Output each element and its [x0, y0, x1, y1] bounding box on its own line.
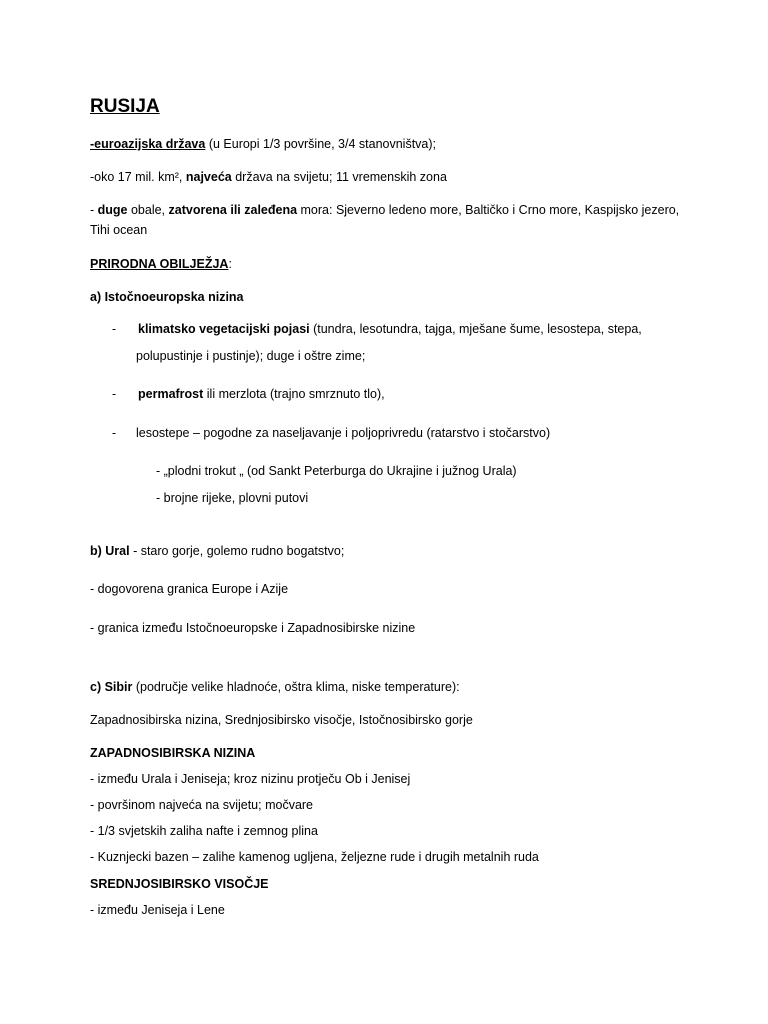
- list-item: - površinom najveća na svijetu; močvare: [90, 798, 314, 812]
- sub-item-2: - brojne rijeke, plovni putovi: [156, 491, 309, 505]
- list-item: - između Urala i Jeniseja; kroz nizinu protječu Ob i Jenisej: [90, 772, 411, 786]
- intro-term: najveća: [185, 170, 232, 184]
- section-heading-rest: - staro gorje, golemo rudno bogatstvo;: [129, 544, 345, 558]
- list-item: - 1/3 svjetskih zaliha nafte i zemnog plina: [90, 824, 318, 838]
- subsection-heading-srednjosibirsko: SREDNJOSIBIRSKO VISOČJE: [90, 877, 269, 891]
- intro-text: država na svijetu; 11 vremenskih zona: [231, 170, 447, 184]
- section-heading-rest: (područje velike hladnoće, oštra klima, niske temperature):: [132, 680, 460, 694]
- intro-text: obale,: [127, 203, 169, 217]
- intro-term: -euroazijska država: [90, 137, 206, 151]
- intro-line-2: [90, 169, 447, 185]
- bullet-text: ili merzlota (trajno smrznuto tlo),: [203, 387, 385, 401]
- section-heading-b: [90, 543, 344, 559]
- bullet-marker: -: [112, 322, 117, 336]
- bullet-item-1: [138, 321, 642, 337]
- bullet-term: klimatsko vegetacijski pojasi: [138, 322, 310, 336]
- intro-line-1: [90, 136, 436, 152]
- intro-text: -oko 17 mil. km²,: [90, 170, 186, 184]
- intro-line-3: [90, 202, 679, 218]
- section-heading-text: c) Sibir: [90, 680, 133, 694]
- intro-term: zatvorena ili zaleđena: [168, 203, 298, 217]
- section-heading-c: [90, 679, 460, 695]
- intro-text: (u Europi 1/3 površine, 3/4 stanovništva);: [205, 137, 437, 151]
- bullet-item-2: [138, 386, 385, 402]
- bullet-text: (tundra, lesotundra, tajga, mješane šume, lesostepa, stepa,: [309, 322, 642, 336]
- intro-line-4: Tihi ocean: [90, 223, 148, 237]
- bullet-item-1-continuation: polupustinje i pustinje); duge i oštre zime;: [136, 349, 366, 363]
- list-item: - Kuznjecki bazen – zalihe kamenog ugljena, željezne rude i drugih metalnih ruda: [90, 850, 539, 864]
- ural-line-2: - granica između Istočnoeuropske i Zapadnosibirske nizine: [90, 621, 416, 635]
- section-heading-text: PRIRODNA OBILJEŽJA: [90, 257, 229, 271]
- intro-term: duge: [97, 203, 128, 217]
- bullet-marker: -: [112, 426, 117, 440]
- section-heading-text: b) Ural: [90, 544, 130, 558]
- intro-text: mora: Sjeverno ledeno more, Baltičko i Crno more, Kaspijsko jezero,: [297, 203, 680, 217]
- list-item: - između Jeniseja i Lene: [90, 903, 225, 917]
- bullet-item-3: lesostepe – pogodne za naseljavanje i poljoprivredu (ratarstvo i stočarstvo): [136, 426, 551, 440]
- page-title: RUSIJA: [90, 96, 160, 117]
- section-heading-prirodna: [90, 256, 232, 272]
- sub-item-1: - „plodni trokut „ (od Sankt Peterburga do Ukrajine i južnog Urala): [156, 464, 517, 478]
- ural-line-1: - dogovorena granica Europe i Azije: [90, 582, 289, 596]
- intro-text: -: [90, 203, 98, 217]
- bullet-term: permafrost: [138, 387, 204, 401]
- heading-colon: :: [228, 257, 232, 271]
- sibir-line-1: Zapadnosibirska nizina, Srednjosibirsko visočje, Istočnosibirsko gorje: [90, 713, 473, 727]
- section-heading-a: a) Istočnoeuropska nizina: [90, 290, 244, 304]
- bullet-marker: -: [112, 387, 117, 401]
- subsection-heading-zapadnosibirska: ZAPADNOSIBIRSKA NIZINA: [90, 746, 256, 760]
